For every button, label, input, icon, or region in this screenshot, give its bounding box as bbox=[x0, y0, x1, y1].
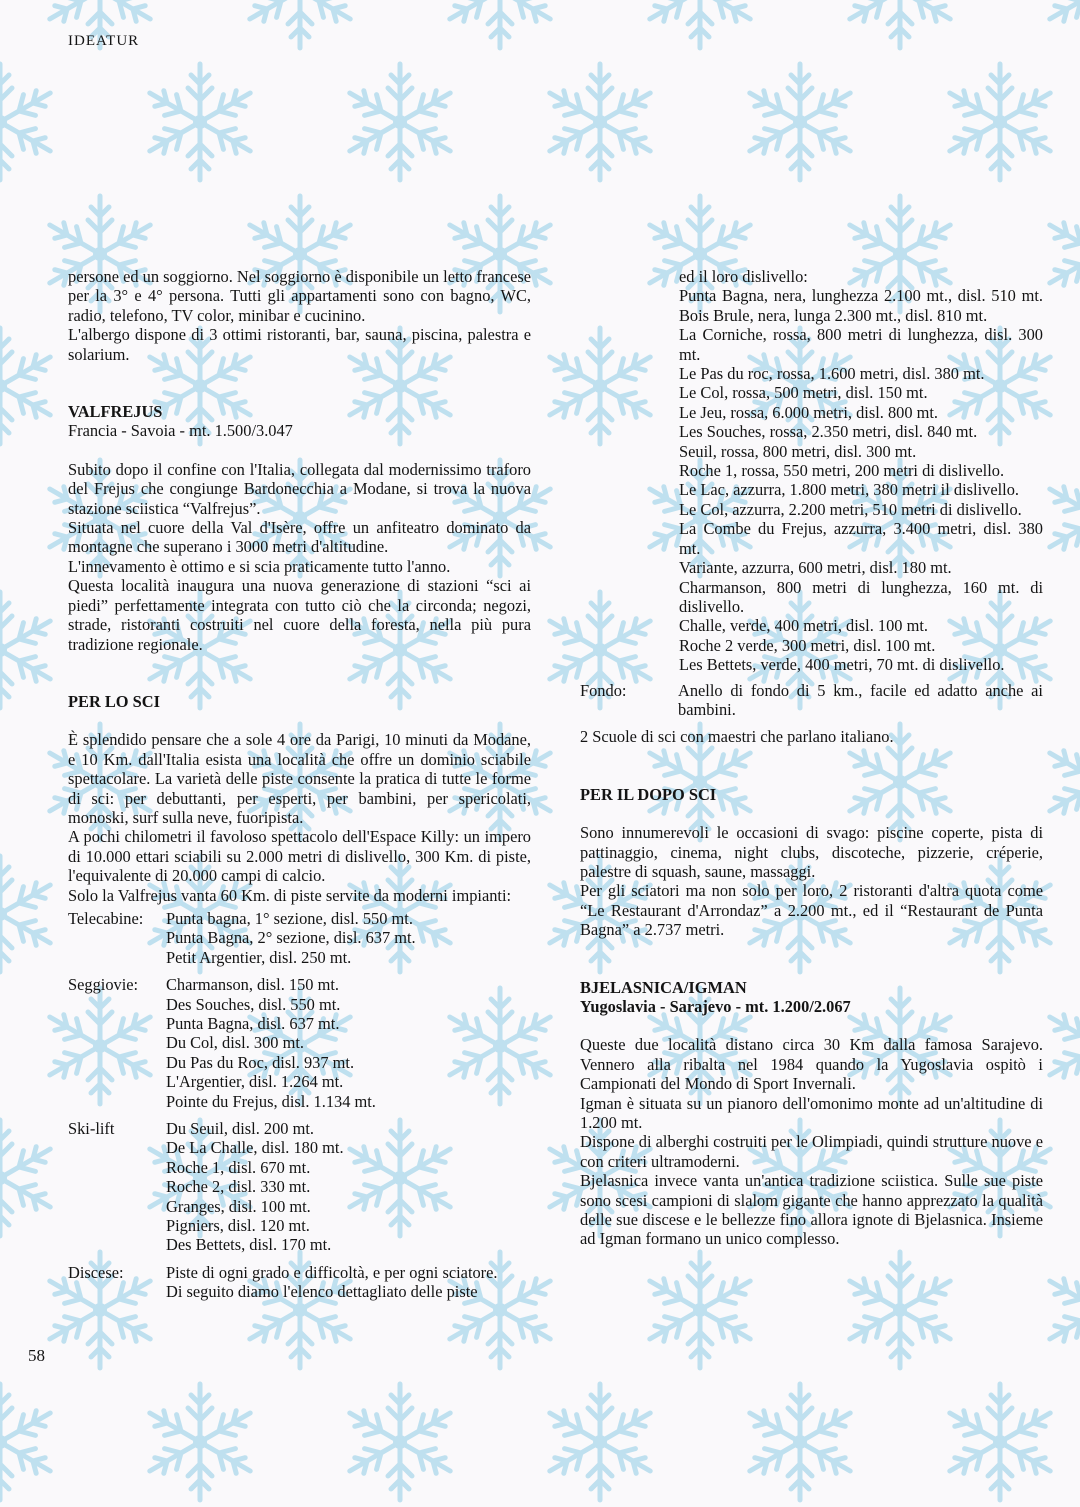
snowflake-icon bbox=[0, 1113, 65, 1243]
lift-group-label: Ski-lift bbox=[68, 1119, 115, 1139]
lift-item: Roche 1, disl. 670 mt. bbox=[166, 1157, 311, 1177]
lift-item: De La Challe, disl. 180 mt. bbox=[166, 1138, 344, 1158]
piste-item: Le Col, rossa, 500 metri, disl. 150 mt. bbox=[679, 383, 928, 403]
right-column bbox=[580, 267, 1043, 1249]
snowflake-icon bbox=[435, 0, 565, 55]
body-paragraph: Dispone di alberghi costruiti per le Olimpiadi, quindi strutture nuove e con criteri ultramoderni. bbox=[580, 1132, 1043, 1171]
body-paragraph: Per gli sciatori ma non solo per loro, 2 ristoranti d'altra quota come “Le Restaurant d'Arrondaz” a 2.200 mt., ed il “Restaurant de Punta Bagna” a 2.737 metri. bbox=[580, 881, 1043, 940]
fondo-text: Anello di fondo di 5 km., facile ed adatto anche ai bambini. bbox=[678, 680, 1043, 719]
fondo-group bbox=[580, 681, 1043, 720]
snowflake-icon bbox=[0, 321, 65, 451]
discese-item: Piste di ogni grado e difficoltà, e per ogni sciatore. bbox=[166, 1262, 498, 1282]
body-paragraph: Queste due località distano circa 30 Km dalla famosa Sarajevo. Vennero alla ribalta nel 1984 quando la Yugoslavia ospitò i Campionati del Mondo di Sport Invernali. bbox=[580, 1035, 1043, 1094]
piste-item: La Combe du Frejus, azzurra, 3.400 metri, disl. 380 mt. bbox=[679, 519, 1043, 558]
lift-group-telecabine bbox=[68, 909, 531, 967]
lift-item: Roche 2, disl. 330 mt. bbox=[166, 1177, 311, 1197]
lift-item: Petit Argentier, disl. 250 mt. bbox=[166, 947, 352, 967]
lift-item: L'Argentier, disl. 1.264 mt. bbox=[166, 1072, 344, 1092]
piste-item: Les Bettets, verde, 400 metri, 70 mt. di dislivello. bbox=[679, 655, 1005, 675]
lift-item: Du Col, disl. 300 mt. bbox=[166, 1033, 304, 1053]
magazine-header: IDEATUR bbox=[68, 33, 140, 49]
lift-group-label: Telecabine: bbox=[68, 908, 144, 928]
piste-item: La Corniche, rossa, 800 metri di lunghezza, disl. 300 mt. bbox=[679, 325, 1043, 364]
discese-item: Di seguito diamo l'elenco dettagliato delle piste bbox=[166, 1282, 478, 1302]
snowflake-icon bbox=[635, 0, 765, 55]
fondo-label: Fondo: bbox=[580, 680, 627, 700]
piste-item: Punta Bagna, nera, lunghezza 2.100 mt., disl. 510 mt. Bois Brule, nera, lunga 2.300 mt., disl. 810 mt. bbox=[679, 286, 1043, 325]
section-title-dopo-sci: PER IL DOPO SCI bbox=[580, 784, 717, 804]
body-paragraph: Subito dopo il confine con l'Italia, collegata dal modernissimo traforo del Frejus che congiunge Bardonecchia a Modane, si trova la nuova stazione sciistica “Valfrejus”. bbox=[68, 459, 531, 518]
snowflake-icon bbox=[1035, 1245, 1080, 1375]
lift-item: Punta bagna, 1° sezione, disl. 550 mt. bbox=[166, 908, 413, 928]
lift-item: Des Souches, disl. 550 mt. bbox=[166, 994, 341, 1014]
piste-item: Variante, azzurra, 600 metri, disl. 180 mt. bbox=[679, 558, 952, 578]
piste-item: Seuil, rossa, 800 metri, disl. 300 mt. bbox=[679, 441, 917, 461]
body-paragraph: Bjelasnica invece vanta un'antica tradizione sciistica. Sulle sue piste sono scesi campioni di slalom gigante che hanno apprezzato la qualità delle sue discese e le bellezze fino allora ignote di Bjelasnica. Insieme ad Igman formano un unico complesso. bbox=[580, 1171, 1043, 1249]
piste-list bbox=[580, 267, 1043, 675]
snowflake-icon bbox=[0, 849, 65, 979]
snowflake-icon bbox=[735, 57, 865, 187]
piste-item: Les Souches, rossa, 2.350 metri, disl. 840 mt. bbox=[679, 422, 978, 442]
lift-item: Du Pas du Roc, disl. 937 mt. bbox=[166, 1052, 355, 1072]
snowflake-icon bbox=[835, 1245, 965, 1375]
snowflake-icon bbox=[335, 57, 465, 187]
piste-item: Le Pas du roc, rossa, 1.600 metri, disl. 380 mt. bbox=[679, 364, 985, 384]
snowflake-icon bbox=[835, 0, 965, 55]
lift-item: Granges, disl. 100 mt. bbox=[166, 1196, 311, 1216]
piste-item: Charmanson, 800 metri di lunghezza, 160 mt. di dislivello. bbox=[679, 577, 1043, 616]
snowflake-icon bbox=[0, 585, 65, 715]
snowflake-icon bbox=[235, 0, 365, 55]
discese-label: Discese: bbox=[68, 1262, 124, 1282]
body-paragraph: Sono innumerevoli le occasioni di svago: piscine coperte, pista di pattinaggio, cinema, night clubs, discoteche, pizzerie, créperie, palestre di squash, saune, massaggi. bbox=[580, 823, 1043, 881]
lift-item: Des Bettets, disl. 170 mt. bbox=[166, 1235, 332, 1255]
left-column bbox=[68, 267, 531, 1302]
snowflake-icon bbox=[635, 1245, 765, 1375]
intro-paragraph: persone ed un soggiorno. Nel soggiorno è disponibile un letto francese per la 3° e 4° persona. Tutti gli appartamenti sono con bagno, WC, radio, telefono, TV color, minibar e cucinino. bbox=[68, 267, 531, 325]
snowflake-icon bbox=[135, 57, 265, 187]
body-paragraph: A pochi chilometri il favoloso spettacolo dell'Espace Killy: un impero di 10.000 ettari sciabili su 2.000 metri di dislivello, 300 Km. di piste, l'equivalente di 20.000 campi di calcio. bbox=[68, 827, 531, 886]
lift-item: Charmanson, disl. 150 mt. bbox=[166, 975, 340, 995]
piste-item: Roche 1, rossa, 550 metri, 200 metri di dislivello. bbox=[679, 461, 1005, 481]
snowflake-icon bbox=[935, 1377, 1065, 1507]
piste-item: Le Col, azzurra, 2.200 metri, 510 metri di dislivello. bbox=[679, 499, 1022, 519]
lift-item: Pointe du Frejus, disl. 1.134 mt. bbox=[166, 1091, 376, 1111]
snowflake-icon bbox=[1035, 0, 1080, 55]
lift-item: Pigniers, disl. 120 mt. bbox=[166, 1216, 310, 1236]
piste-item: ed il loro dislivello: bbox=[679, 267, 808, 286]
lift-item: Du Seuil, disl. 200 mt. bbox=[166, 1119, 314, 1139]
intro-paragraph: L'albergo dispone di 3 ottimi ristoranti, bar, sauna, piscina, palestra e solarium. bbox=[68, 325, 531, 364]
discese-group bbox=[68, 1263, 531, 1302]
body-paragraph: Igman è situata su un pianoro dell'omonimo monte ad un'altitudine di 1.200 mt. bbox=[580, 1093, 1043, 1133]
section-subtitle-valfrejus: Francia - Savoia - mt. 1.500/3.047 bbox=[68, 421, 293, 441]
snowflake-icon bbox=[535, 57, 665, 187]
body-paragraph: Solo la Valfrejus vanta 60 Km. di piste servite da moderni impianti: bbox=[68, 885, 512, 905]
piste-item: Le Jeu, rossa, 6.000 metri, disl. 800 mt. bbox=[679, 402, 939, 422]
section-title-valfrejus: VALFREJUS bbox=[68, 402, 163, 422]
piste-item: Roche 2 verde, 300 metri, disl. 100 mt. bbox=[679, 635, 936, 655]
snowflake-icon bbox=[0, 1377, 65, 1507]
section-subtitle-bjelasnica: Yugoslavia - Sarajevo - mt. 1.200/2.067 bbox=[580, 997, 851, 1016]
page-number: 58 bbox=[28, 1346, 45, 1365]
snowflake-icon bbox=[335, 1377, 465, 1507]
section-title-per-lo-sci: PER LO SCI bbox=[68, 691, 160, 711]
snowflake-icon bbox=[535, 1377, 665, 1507]
lift-item: Punta Bagna, 2° sezione, disl. 637 mt. bbox=[166, 928, 416, 948]
snowflake-icon bbox=[0, 57, 65, 187]
body-paragraph: L'innevamento è ottimo e si scia praticamente tutto l'anno. bbox=[68, 556, 451, 576]
lift-group-seggiovie bbox=[68, 975, 531, 1111]
lift-item: Punta Bagna, disl. 637 mt. bbox=[166, 1014, 340, 1033]
piste-item: Le Lac, azzurra, 1.800 metri, 380 metri il dislivello. bbox=[679, 480, 1019, 500]
snowflake-icon bbox=[935, 57, 1065, 187]
lift-group-ski-lift bbox=[68, 1119, 531, 1255]
lift-group-label: Seggiovie: bbox=[68, 975, 139, 995]
piste-item: Challe, verde, 400 metri, disl. 100 mt. bbox=[679, 616, 929, 636]
body-paragraph: Situata nel cuore della Val d'Isère, offre un anfiteatro dominato da montagne che superano i 3000 metri d'altitudine. bbox=[68, 518, 531, 557]
section-title-bjelasnica: BJELASNICA/IGMAN bbox=[580, 977, 747, 997]
body-paragraph: È splendido pensare che a sole 4 ore da Parigi, 10 minuti da Modane, e 10 Km. dall'Italia esista una località che offre un dominio sciabile spettacolare. La varietà delle piste consente la pratica di tutte le forme di sci: per debuttanti, per esperti, per bambini, per spericolati, monoski, surf sulla neve, fuoripista. bbox=[68, 730, 531, 827]
body-paragraph: Questa località inaugura una nuova generazione di stazioni “sci ai piedi” perfettamente integrata con tutto ciò che la circonda; negozi, strade, ristoranti costruiti nel cuore della foresta, nella più pura tradizione regionale. bbox=[68, 576, 531, 654]
snowflake-icon bbox=[135, 1377, 265, 1507]
scuole-text: 2 Scuole di sci con maestri che parlano italiano. bbox=[580, 727, 894, 747]
snowflake-icon bbox=[735, 1377, 865, 1507]
